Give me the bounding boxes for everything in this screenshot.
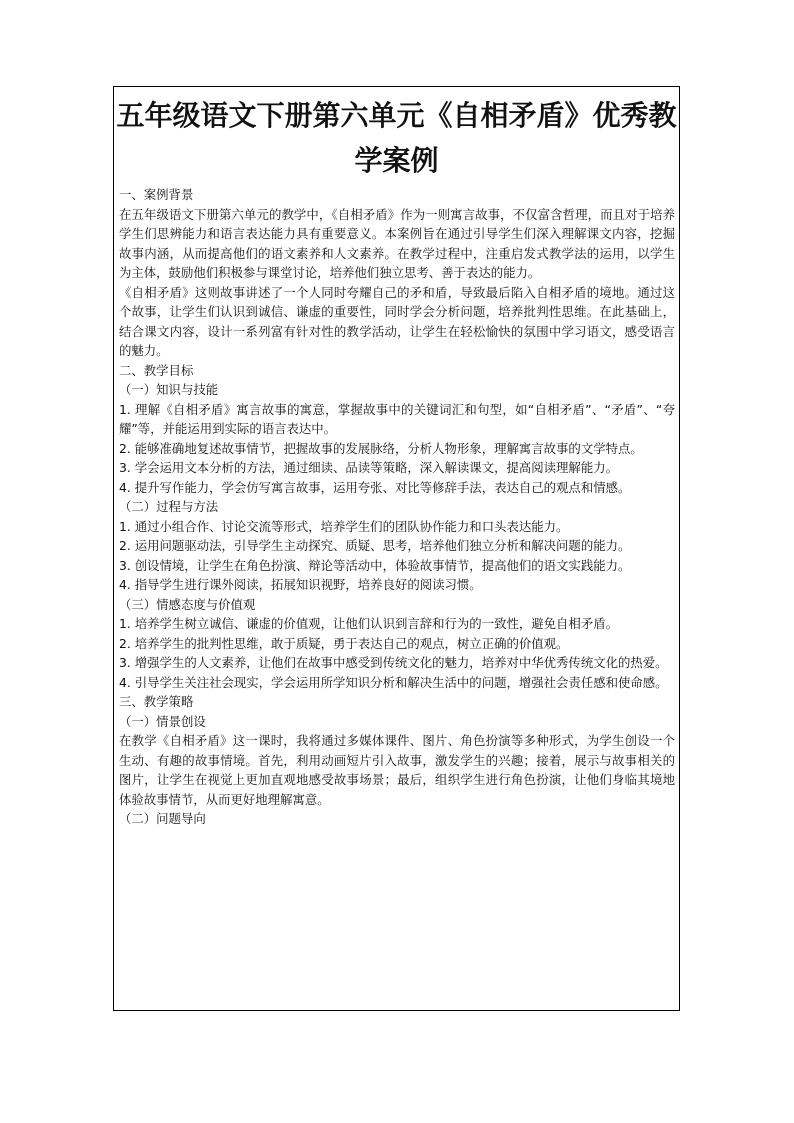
- goal-item: 3. 学会运用文本分析的方法，通过细读、品读等策略，深入解读课文，提高阅读理解能力。: [119, 460, 618, 475]
- subheading-process-method: （二）过程与方法: [119, 499, 219, 514]
- goal-item: 2. 能够准确地复述故事情节，把握故事的发展脉络，分析人物形象，理解寓言故事的文学特点。: [119, 440, 643, 456]
- goal-item: 3. 增强学生的人文素养，让他们在故事中感受到传统文化的魅力，培养对中华优秀传统文化的热爱。: [119, 655, 668, 670]
- goal-item: 1. 通过小组合作、讨论交流等形式，培养学生们的团队协作能力和口头表达能力。: [119, 518, 569, 534]
- section-heading-strategy: 三、教学策略: [119, 694, 194, 709]
- subheading-problem-oriented: （二）问题导向: [119, 811, 206, 826]
- section-heading-goals: 二、教学目标: [119, 362, 194, 378]
- section-heading-background: 一、案例背景: [119, 187, 194, 202]
- goal-item: 3. 创设情境，让学生在角色扮演、辩论等活动中，体验故事情节，提高他们的语文实践能力。: [119, 557, 631, 573]
- goal-item: 4. 指导学生进行课外阅读，拓展知识视野，培养良好的阅读习惯。: [119, 577, 482, 592]
- goal-item: 2. 培养学生的批判性思维，敢于质疑，勇于表达自己的观点，树立正确的价值观。: [119, 635, 569, 651]
- goal-item: 4. 引导学生关注社会现实，学会运用所学知识分析和解决生活中的问题，增强社会责任感和使命感。: [119, 674, 668, 690]
- subheading-emotion-values: （三）情感态度与价值观: [119, 596, 256, 612]
- document-body: [114, 185, 679, 829]
- document-title: 五年级语文下册第六单元《自相矛盾》优秀教学案例: [116, 99, 677, 177]
- subheading-scenario: （一）情景创设: [119, 713, 206, 729]
- paragraph-scenario: 在教学《自相矛盾》这一课时，我将通过多媒体课件、图片、角色扮演等多种形式，为学生创设一个生动、有趣的故事情境。首先，利用动画短片引入故事，激发学生的兴趣；接着，展示与故事相关的图片，让学生在视觉上更加直观地感受故事场景；最后，组织学生进行角色扮演，让他们身临其境地体验故事情节，从而更好地理解寓意。: [119, 733, 675, 807]
- goal-item: 1. 培养学生树立诚信、谦虚的价值观，让他们认识到言辞和行为的一致性，避免自相矛盾。: [119, 616, 618, 631]
- goal-item: 2. 运用问题驱动法，引导学生主动探究、质疑、思考，培养他们独立分析和解决问题的能力。: [119, 538, 631, 553]
- document-frame: [113, 86, 680, 1011]
- paragraph-background-2: 《自相矛盾》这则故事讲述了一个人同时夸耀自己的矛和盾，导致最后陷入自相矛盾的境地。通过这个故事，让学生们认识到诚信、谦虚的重要性，同时学会分析问题，培养批判性思维。在此基础上，结合课文内容，设计一系列富有针对性的教学活动，让学生在轻松愉快的氛围中学习语文，感受语言的魅力。: [119, 284, 675, 358]
- goal-item: 1. 理解《自相矛盾》寓言故事的寓意，掌握故事中的关键词汇和句型，如“自相矛盾”、“矛盾”、“夸耀”等，并能运用到实际的语言表达中。: [119, 401, 675, 436]
- paragraph-background-1: 在五年级语文下册第六单元的教学中，《自相矛盾》作为一则寓言故事，不仅富含哲理，而且对于培养学生们思辨能力和语言表达能力具有重要意义。本案例旨在通过引导学生们深入理解课文内容，挖掘故事内涵，从而提高他们的语文素养和人文素养。在教学过程中，注重启发式教学法的运用，以学生为主体，鼓励他们积极参与课堂讨论，培养他们独立思考、善于表达的能力。: [119, 206, 675, 280]
- subheading-knowledge-skills: （一）知识与技能: [119, 382, 219, 397]
- goal-item: 4. 提升写作能力，学会仿写寓言故事，运用夸张、对比等修辞手法，表达自己的观点和情感。: [119, 479, 631, 495]
